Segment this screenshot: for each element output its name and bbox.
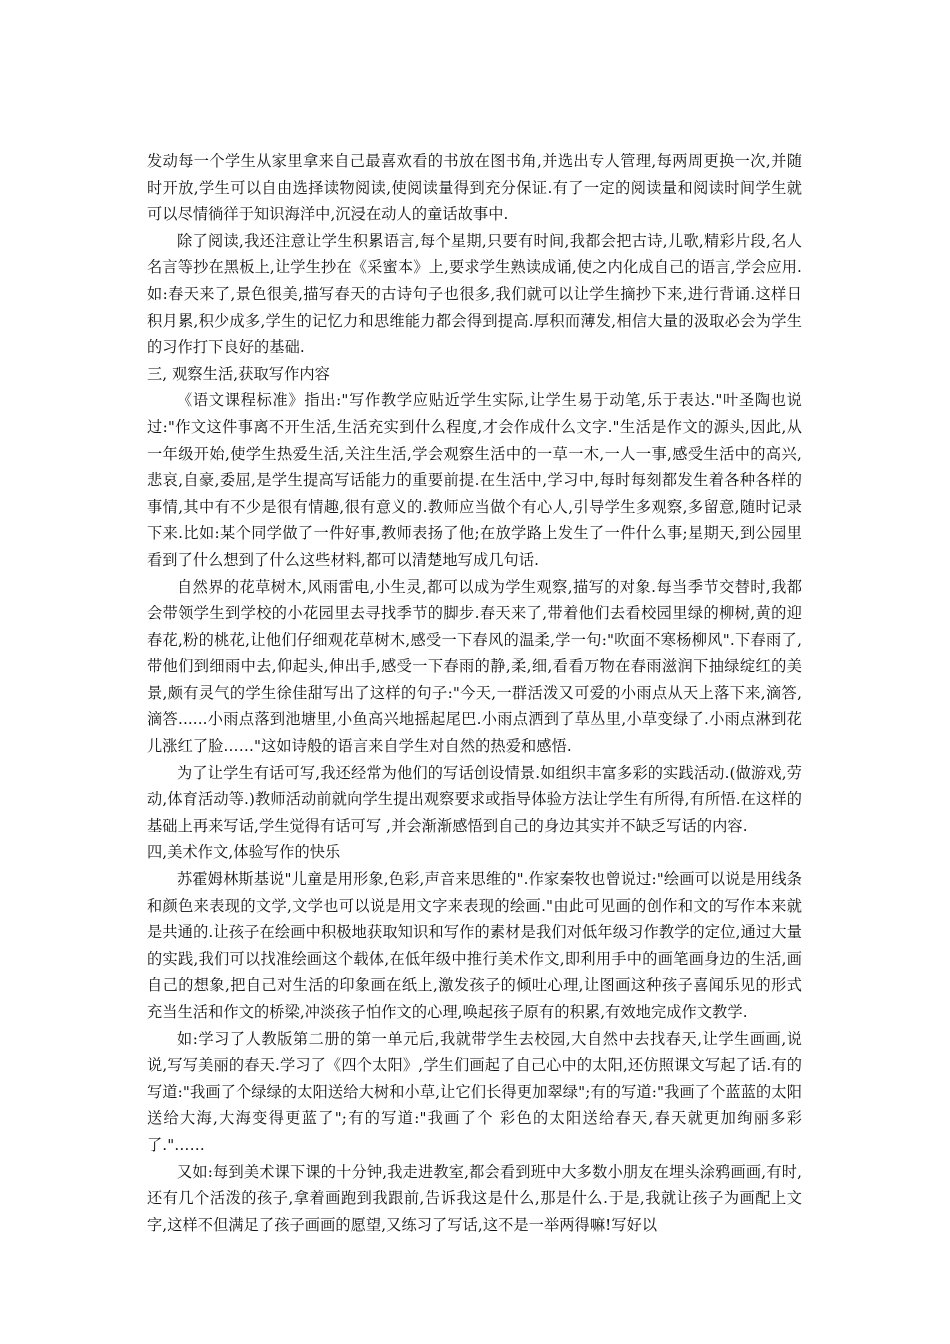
section-heading-observe-life: 三, 观察生活,获取写作内容 (147, 364, 330, 383)
paragraph-art-class: 又如:每到美术课下课的十分钟,我走进教室,都会看到班中大多数小朋友在埋头涂鸦画画,有时,还有几个活泼的孩子,拿着画跑到我跟前,告诉我这是什么,那是什么.于是,我就让孩子为画配上文字,这样不但满足了孩子画画的愿望,又练习了写话,这不是一举两得嘛!写好以 (147, 1162, 802, 1234)
paragraph-create-scenarios: 为了让学生有话可写,我还经常为他们的写话创设情景.如组织丰富多彩的实践活动.(做游戏,劳动,体育活动等.)教师活动前就向学生提出观察要求或指导体验方法让学生有所得,有所悟.在这样的基础上再来写话,学生觉得有话可写 ,并会渐渐感悟到自己的身边其实并不缺乏写话的内容. (147, 763, 802, 835)
paragraph-curriculum-standard: 《语文课程标准》指出:"写作教学应贴近学生实际,让学生易于动笔,乐于表达."叶圣陶也说过:"作文这件事离不开生活,生活充实到什么程度,才会作成什么文字."生活是作文的源头,因此,从一年级开始,使学生热爱生活,关注生活,学会观察生活中的一草一木,一人一事,感受生活中的高兴,悲哀,自豪,委屈,是学生提高写话能力的重要前提.在生活中,学习中,每时每刻都发生着各种各样的事情,其中有不少是很有情趣,很有意义的.教师应当做个有心人,引导学生多观察,多留意,随时记录下来.比如:某个同学做了一件好事,教师表扬了他;在放学路上发生了一件什么事;星期天,到公园里看到了什么想到了什么这些材料,都可以清楚地写成几句话. (147, 391, 802, 569)
paragraph-four-suns: 如:学习了人教版第二册的第一单元后,我就带学生去校园,大自然中去找春天,让学生画画,说说,写写美丽的春天.学习了《四个太阳》,学生们画起了自己心中的太阳,还仿照课文写起了话.有的写道:"我画了个绿绿的太阳送给大树和小草,让它们长得更加翠绿";有的写道:"我画了个蓝蓝的太阳送给大海,大海变得更蓝了";有的写道:"我画了个 彩色的太阳送给春天,春天就更加绚丽多彩了."…… (147, 1029, 802, 1154)
paragraph-language-accumulation: 除了阅读,我还注意让学生积累语言,每个星期,只要有时间,我都会把古诗,儿歌,精彩片段,名人名言等抄在黑板上,让学生抄在《采蜜本》上,要求学生熟读成诵,使之内化成自己的语言,学会应用.如:春天来了,景色很美,描写春天的古诗句子也很多,我们就可以让学生摘抄下来,进行背诵.这样日积月累,积少成多,学生的记忆力和思维能力都会得到提高.厚积而薄发,相信大量的汲取必会为学生的习作打下良好的基础. (147, 231, 802, 357)
paragraph-library-corner: 发动每一个学生从家里拿来自己最喜欢看的书放在图书角,并选出专人管理,每两周更换一次,并随时开放,学生可以自由选择读物阅读,使阅读量得到充分保证.有了一定的阅读量和阅读时间学生就可以尽情徜徉于知识海洋中,沉浸在动人的童话故事中. (147, 152, 802, 224)
paragraph-nature-observation: 自然界的花草树木,风雨雷电,小生灵,都可以成为学生观察,描写的对象.每当季节交替时,我都会带领学生到学校的小花园里去寻找季节的脚步.春天来了,带着他们去看校园里绿的柳树,黄的迎春花,粉的桃花,让他们仔细观花草树木,感受一下春风的温柔,学一句:"吹面不寒杨柳风".下春雨了,带他们到细雨中去,仰起头,伸出手,感受一下春雨的静,柔,细,看看万物在春雨滋润下抽绿绽红的美景,颇有灵气的学生徐佳甜写出了这样的句子:"今天,一群活泼又可爱的小雨点从天上落下来,滴答,滴答......小雨点落到池塘里,小鱼高兴地摇起尾巴.小雨点洒到了草丛里,小草变绿了.小雨点淋到花儿涨红了脸……"这如诗般的语言来自学生对自然的热爱和感悟. (147, 577, 802, 756)
section-heading-art-composition: 四,美术作文,体验写作的快乐 (147, 843, 341, 862)
paragraph-sukhomlinsky: 苏霍姆林斯基说"儿童是用形象,色彩,声音来思维的".作家秦牧也曾说过:"绘画可以说是用线条和颜色来表现的文学,文学也可以说是用文字来表现的绘画."由此可见画的创作和文的写作本来就是共通的.让孩子在绘画中积极地获取知识和写作的素材是我们对低年级习作教学的定位,通过大量的实践,我们可以找准绘画这个载体,在低年级中推行美术作文,即利用手中的画笔画身边的生活,画自己的想象,把自己对生活的印象画在纸上,激发孩子的倾吐心理,让图画这种孩子喜闻乐见的形式充当生活和作文的桥梁,冲淡孩子怕作文的心理,唤起孩子原有的积累,有效地完成作文教学. (147, 870, 802, 1021)
document-page (147, 148, 802, 1238)
